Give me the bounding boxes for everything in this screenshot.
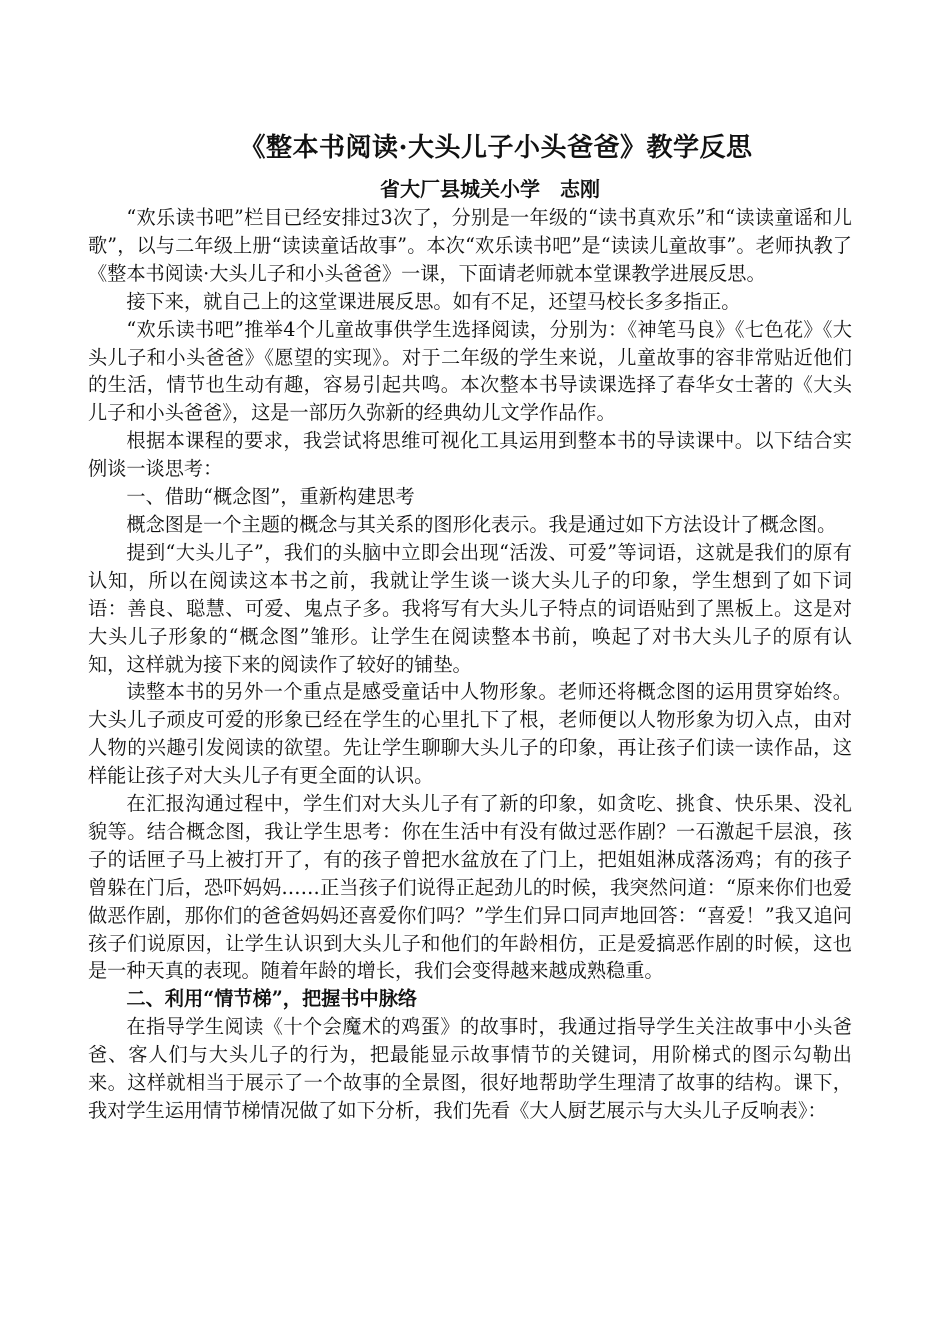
paragraph-plot-ladder: 在指导学生阅读《十个会魔术的鸡蛋》的故事时，我通过指导学生关注故事中小头爸爸、客人们与大头儿子的行为，把最能显示故事情节的关键词，用阶梯式的图示勾勒出来。这样就相当于展示了一个故事的全景图，很好地帮助学生理清了故事的结构。课下，我对学生运用情节梯情况做了如下分析，我们先看《大人厨艺展示与大头儿子反响表》： <box>88 1015 852 1122</box>
section-heading-concept-map: 一、借助“概念图”，重新构建思考 <box>126 485 415 509</box>
paragraph-method: 根据本课程的要求，我尝试将思维可视化工具运用到整本书的导读课中。以下结合实例谈一谈思考： <box>88 429 852 481</box>
paragraph-intro: “欢乐读书吧”栏目已经安排过3次了，分别是一年级的“读书真欢乐”和“读读童谣和儿歌”，以与二年级上册“读读童话故事”。本次“欢乐读书吧”是“读读儿童故事”。老师执教了《整本书阅读·大头儿子和小头爸爸》一课，下面请老师就本堂课教学进展反思。 <box>88 206 852 285</box>
paragraph-prior-knowledge: 提到“大头儿子”，我们的头脑中立即会出现“活泼、可爱”等词语，这就是我们的原有认知，所以在阅读这本书之前，我就让学生谈一谈大头儿子的印象，学生想到了如下词语：善良、聪慧、可爱、鬼点子多。我将写有大头儿子特点的词语贴到了黑板上。这是对大头儿子形象的“概念图”雏形。让学生在阅读整本书前，唤起了对书大头儿子的原有认知，这样就为接下来的阅读作了较好的铺垫。 <box>88 540 852 676</box>
paragraph-book-selection: “欢乐读书吧”推举4个儿童故事供学生选择阅读，分别为：《神笔马良》《七色花》《大头儿子和小头爸爸》《愿望的实现》。对于二年级的学生来说，儿童故事的容非常贴近他们的生活，情节也生动有趣，容易引起共鸣。本次整本书导读课选择了春华女士著的《大头儿子和小头爸爸》，这是一部历久弥新的经典幼儿文学作品作。 <box>88 317 852 425</box>
section-heading-plot-ladder: 二、利用“情节梯”，把握书中脉络 <box>126 987 418 1011</box>
document-page <box>88 128 852 1125</box>
paragraph-concept-map-definition: 概念图是一个主题的概念与其关系的图形化表示。我是通过如下方法设计了概念图。 <box>126 512 837 536</box>
document-title: 《整本书阅读·大头儿子小头爸爸》教学反思 <box>239 133 753 163</box>
paragraph-reflection-start: 接下来，就自己上的这堂课进展反思。如有不足，还望马校长多多指正。 <box>126 289 741 313</box>
paragraph-discussion: 在汇报沟通过程中，学生们对大头儿子有了新的印象，如贪吃、挑食、快乐果、没礼貌等。结合概念图，我让学生思考：你在生活中有没有做过恶作剧？一石激起千层浪，孩子的话匣子马上被打开了，有的孩子曾把水盆放在了门上，把姐姐淋成落汤鸡；有的孩子曾躲在门后，恐吓妈妈……正当孩子们说得正起劲儿的时候，我突然问道：“原来你们也爱做恶作剧，那你们的爸爸妈妈还喜爱你们吗？”学生们异口同声地回答：“喜爱！”我又追问孩子们说原因，让学生认识到大头儿子和他们的年龄相仿，正是爱搞恶作剧的时候，这也是一种天真的表现。随着年龄的增长，我们会变得越来越成熟稳重。 <box>88 792 852 983</box>
paragraph-character-image: 读整本书的另外一个重点是感受童话中人物形象。老师还将概念图的运用贯穿始终。大头儿子顽皮可爱的形象已经在学生的心里扎下了根，老师便以人物形象为切入点，由对人物的兴趣引发阅读的欲望。先让学生聊聊大头儿子的印象，再让孩子们读一读作品，这样能让孩子对大头儿子有更全面的认识。 <box>88 680 852 788</box>
document-author: 省大厂县城关小学 志刚 <box>380 177 600 201</box>
